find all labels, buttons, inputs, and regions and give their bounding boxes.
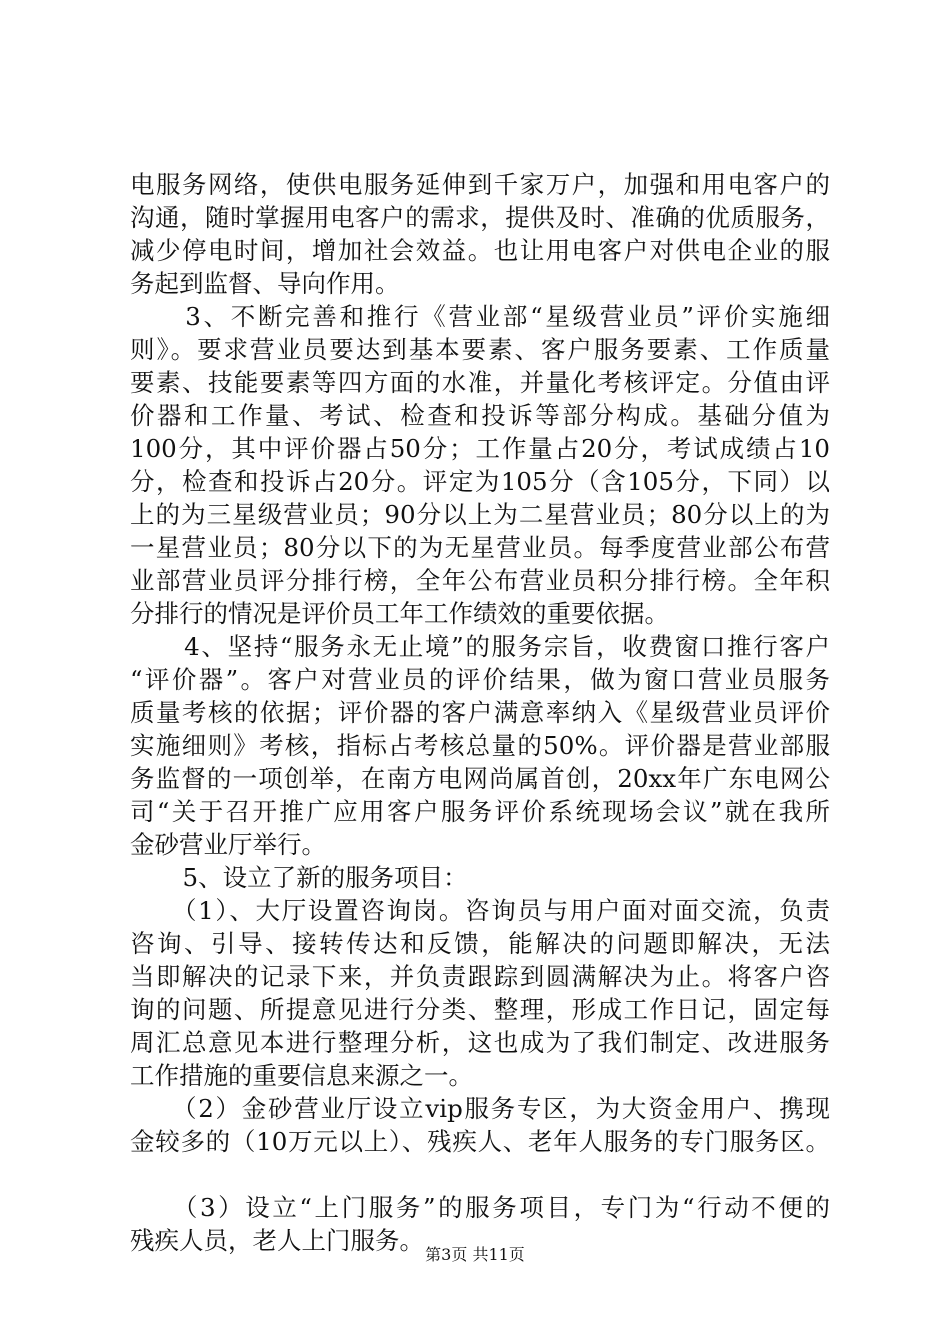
item-3-line-2: 残疾人员，老人上门服务。 [130, 1226, 424, 1255]
text-line-1: 电服务网络，使供电服务延伸到千家万户，加强和用电客户的 [130, 170, 830, 199]
text-line-4: 务起到监督、导向作用。 [130, 269, 400, 298]
paragraph-4-line-1: 4、坚持“服务永无止境”的服务宗旨，收费窗口推行客户 [158, 632, 830, 661]
paragraph-4-line-2: “评价器”。客户对营业员的评价结果，做为窗口营业员服务 [130, 665, 830, 694]
item-1-line-2: 咨询、引导、接转传达和反馈，能解决的问题即解决，无法 [130, 929, 830, 958]
paragraph-4-line-6: 司“关于召开推广应用客户服务评价系统现场会议”就在我所 [130, 797, 830, 826]
item-2-line-1: （2）金砂营业厅设立vip服务专区，为大资金用户、携现 [158, 1094, 830, 1123]
item-1-line-4: 询的问题、所提意见进行分类、整理，形成工作日记，固定每 [130, 995, 830, 1024]
paragraph-3-line-5: 100分，其中评价器占50分；工作量占20分，考试成绩占10 [130, 434, 830, 463]
paragraph-3-line-3: 要素、技能要素等四方面的水准，并量化考核评定。分值由评 [130, 368, 830, 397]
item-1-line-1: （1）、大厅设置咨询岗。咨询员与用户面对面交流，负责 [158, 896, 830, 925]
paragraph-4-line-4: 实施细则》考核，指标占考核总量的50%。评价器是营业部服 [130, 731, 830, 760]
paragraph-4-line-5: 务监督的一项创举，在南方电网尚属首创，20xx年广东电网公 [130, 764, 830, 793]
page-footer: 第3页 共11页 [425, 1245, 525, 1264]
item-2-line-2: 金较多的（10万元以上）、残疾人、老年人服务的专门服务区。 [130, 1127, 830, 1156]
item-3-line-1: （3）设立“上门服务”的服务项目，专门为“行动不便的 [158, 1193, 830, 1222]
paragraph-5-heading: 5、设立了新的服务项目： [158, 863, 468, 892]
paragraph-4-line-3: 质量考核的依据；评价器的客户满意率纳入《星级营业员评价 [130, 698, 830, 727]
paragraph-3-line-6: 分，检查和投诉占20分。评定为105分（含105分，下同）以 [130, 467, 830, 496]
body-text [130, 168, 830, 1257]
item-1-line-5: 周汇总意见本进行整理分析，这也成为了我们制定、改进服务 [130, 1028, 830, 1057]
item-1-line-6: 工作措施的重要信息来源之一。 [130, 1061, 473, 1090]
paragraph-4-line-7: 金砂营业厅举行。 [130, 830, 326, 859]
text-line-3: 减少停电时间，增加社会效益。也让用电客户对供电企业的服 [130, 236, 830, 265]
paragraph-3-line-9: 业部营业员评分排行榜，全年公布营业员积分排行榜。全年积 [130, 566, 830, 595]
paragraph-3-line-2: 则》。要求营业员要达到基本要素、客户服务要素、工作质量 [130, 335, 830, 364]
paragraph-3-line-10: 分排行的情况是评价员工年工作绩效的重要依据。 [130, 599, 669, 628]
paragraph-3-line-7: 上的为三星级营业员；90分以上为二星营业员；80分以上的为 [130, 500, 830, 529]
paragraph-3-line-1: 3、不断完善和推行《营业部“星级营业员”评价实施细 [158, 302, 830, 331]
blank-line [130, 1158, 830, 1191]
paragraph-3-line-8: 一星营业员；80分以下的为无星营业员。每季度营业部公布营 [130, 533, 830, 562]
text-line-2: 沟通，随时掌握用电客户的需求，提供及时、准确的优质服务， [130, 203, 830, 232]
paragraph-3-line-4: 价器和工作量、考试、检查和投诉等部分构成。基础分值为 [130, 401, 830, 430]
item-1-line-3: 当即解决的记录下来，并负责跟踪到圆满解决为止。将客户咨 [130, 962, 830, 991]
